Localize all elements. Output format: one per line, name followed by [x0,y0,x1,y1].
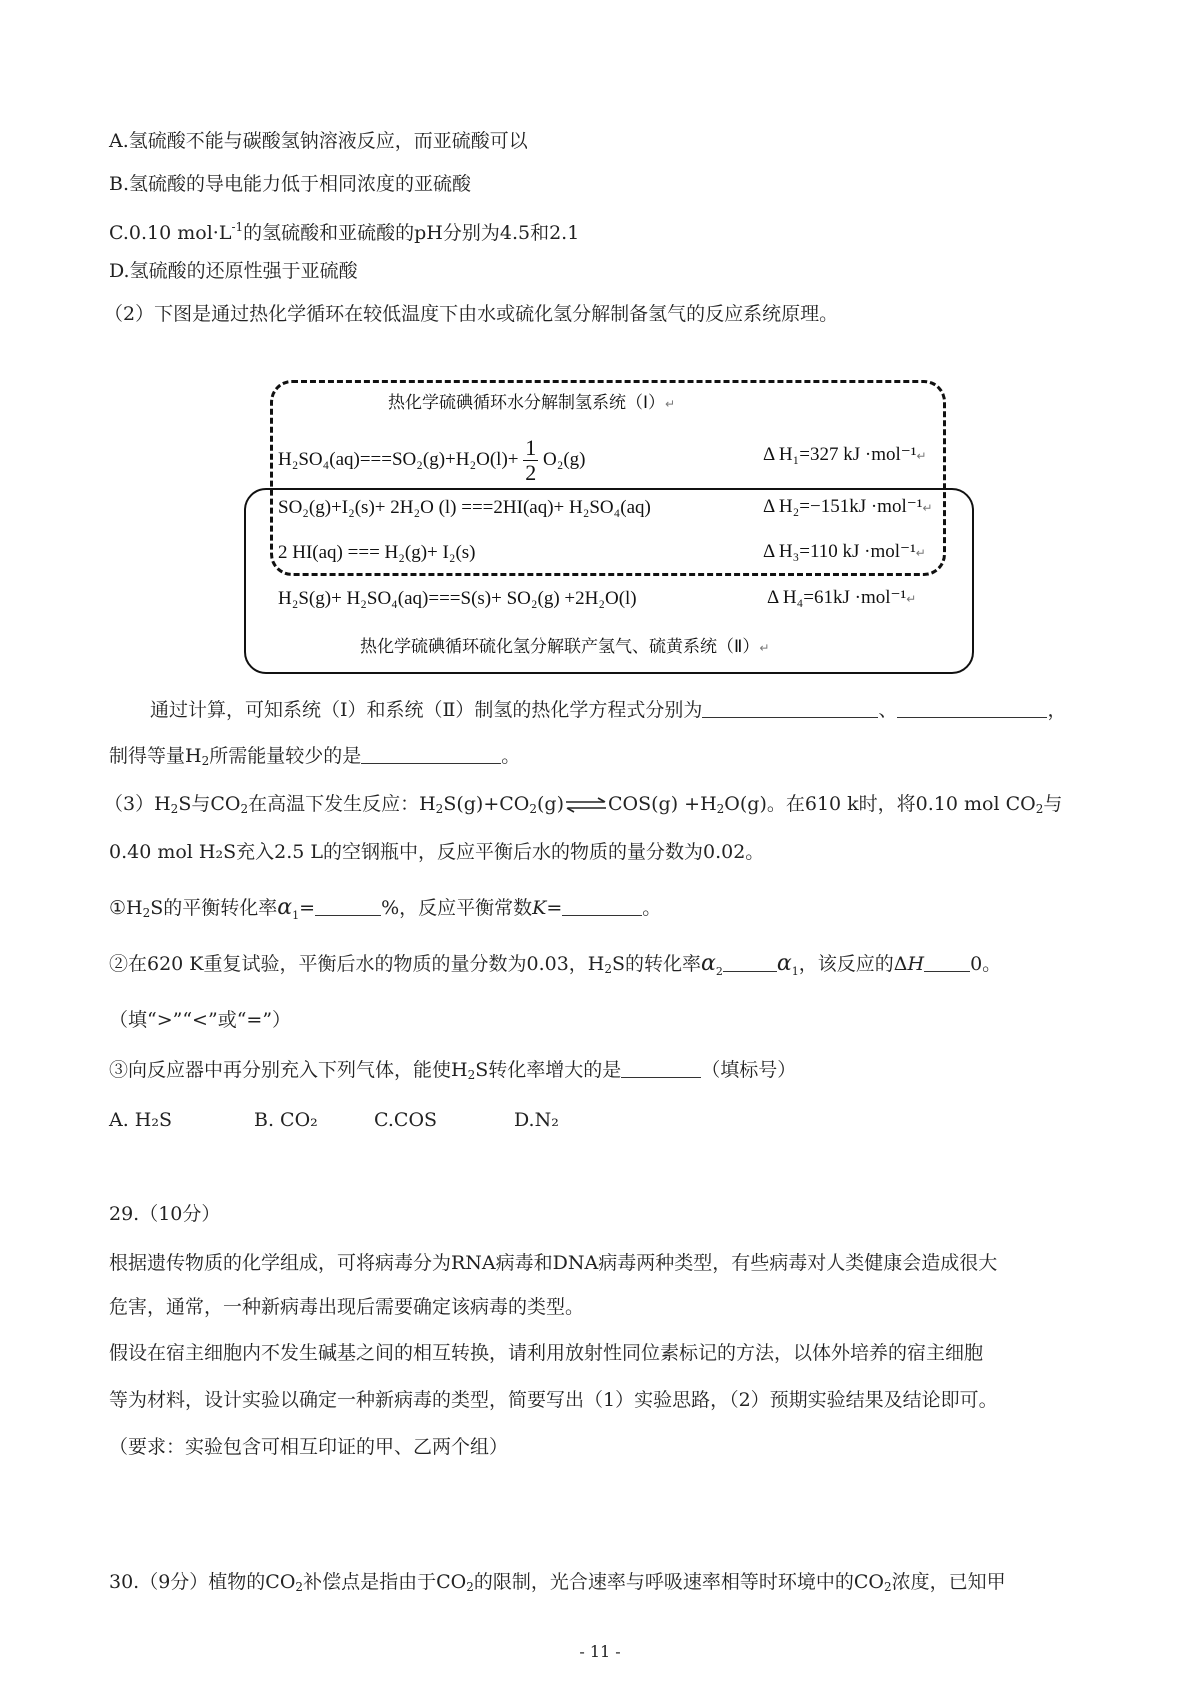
equation-3: 2 HI(aq) === H₂(g)+ I₂(s) [278,542,476,563]
q29-p3: 假设在宿主细胞内不发生碱基之间的相互转换，请利用放射性同位素标记的方法，以体外培养的宿主细胞 [109,1342,984,1364]
reaction-diagram [240,376,980,678]
q3-line-2: 0.40 mol H₂S充入2.5 L的空钢瓶中，反应平衡后水的物质的量分数为0.02。 [109,841,765,863]
q29-title: 29.（10分） [109,1203,221,1225]
q3-3: ③向反应器中再分别充入下列气体，能使$H_2S$转化率增大的是 （填标号） [109,1059,797,1082]
q2-intro: （2）下图是通过热化学循环在较低温度下由水或硫化氢分解制备氢气的反应系统原理。 [104,303,839,325]
answer-blank[interactable] [621,1057,701,1078]
q2-line-2: 制得等量$H_2$所需能量较少的是 。 [109,745,521,768]
q29-p4: 等为材料，设计实验以确定一种新病毒的类型，简要写出（1）实验思路，（2）预期实验结果及结论即可。 [109,1389,998,1411]
delta-h4: Δ H₄=61kJ ·mol⁻¹↵ [767,587,917,608]
q29-p1: 根据遗传物质的化学组成，可将病毒分为RNA病毒和DNA病毒两种类型，有些病毒对人类健康会造成很大 [109,1252,998,1274]
diagram-title-1: 热化学硫碘循环水分解制氢系统（Ⅰ）↵ [388,393,676,413]
q3-2-hint: （填“>”“<”或“=”） [109,1009,292,1031]
q29-p5: （要求：实验包含可相互印证的甲、乙两个组） [109,1436,509,1458]
option-a: A.氢硫酸不能与碳酸氢钠溶液反应，而亚硫酸可以 [109,130,528,152]
diagram-title-2: 热化学硫碘循环硫化氢分解联产氢气、硫黄系统（Ⅱ）↵ [360,637,770,657]
equation-1: H₂SO₄(aq)===SO₂(g)+H₂O(l)+ $\frac{1}{2}$ O₂(g) [278,435,586,485]
option-d: D.氢硫酸的还原性强于亚硫酸 [109,260,358,282]
delta-h3: Δ H₃=110 kJ ·mol⁻¹↵ [763,541,926,562]
q3-line-1: $(3)H_2S$与$CO_2$在高温下发生反应：$H_2S(g)+CO_2(g)$ $COS(g) +H_2O(g)$。在610 k时，将0.10 mol $CO_2$与 [104,793,1063,816]
option-c-post: 的氢硫酸和亚硫酸的pH分别为4.5和2.1 [243,222,580,244]
q3-1: $①H_2S$的平衡转化率$\alpha_1=$ %，反应平衡常数K= 。 [109,895,662,922]
option-c-pre: C.0.10 mol·L [109,222,232,244]
q3-options [109,1106,559,1134]
equilibrium-arrow-icon [564,797,608,813]
option-c-sup: -1 [231,220,244,234]
q29-p2: 危害，通常，一种新病毒出现后需要确定该病毒的类型。 [109,1296,585,1318]
answer-blank[interactable] [562,895,642,916]
answer-blank[interactable] [702,697,878,718]
answer-blank[interactable] [897,697,1047,718]
answer-blank[interactable] [361,743,501,764]
delta-h2: Δ H₂=−151kJ ·mol⁻¹↵ [763,496,933,517]
q3-option-d: D.N₂ [514,1109,559,1131]
q3-option-b: B. CO₂ [254,1109,318,1131]
q3-option-c: C.COS [374,1109,438,1131]
answer-blank[interactable] [924,951,970,972]
q3-option-a: A. H₂S [109,1109,173,1131]
equation-2: SO₂(g)+I₂(s)+ 2H₂O (l) ===2HI(aq)+ H₂SO₄(aq) [278,497,651,518]
page-number: - 11 - [579,1642,621,1661]
fraction-half: $\frac{1}{2}$ [525,435,537,485]
equation-4: H₂S(g)+ H₂SO₄(aq)===S(s)+ SO₂(g) +2H₂O(l) [278,588,637,609]
delta-h1: Δ H₁=327 kJ ·mol⁻¹↵ [763,444,927,465]
option-b: B.氢硫酸的导电能力低于相同浓度的亚硫酸 [109,173,472,195]
option-c [109,213,579,247]
q30-line: 30.（9分）植物的$CO_2$补偿点是指由于$CO_2$的限制，光合速率与呼吸速率相等时环境中的$CO_2$浓度，已知甲 [109,1571,1006,1594]
answer-blank[interactable] [723,951,777,972]
q2-line-1: 通过计算，可知系统（Ⅰ）和系统（Ⅱ）制氢的热化学方程式分别为 、 ， [150,699,1067,721]
q3-2: ②在620 K重复试验，平衡后水的物质的量分数为0.03，$H_2S$的转化率$\alpha_2$ $\alpha_1$，该反应的ΔH 0。 [109,951,1002,978]
answer-blank[interactable] [315,895,381,916]
